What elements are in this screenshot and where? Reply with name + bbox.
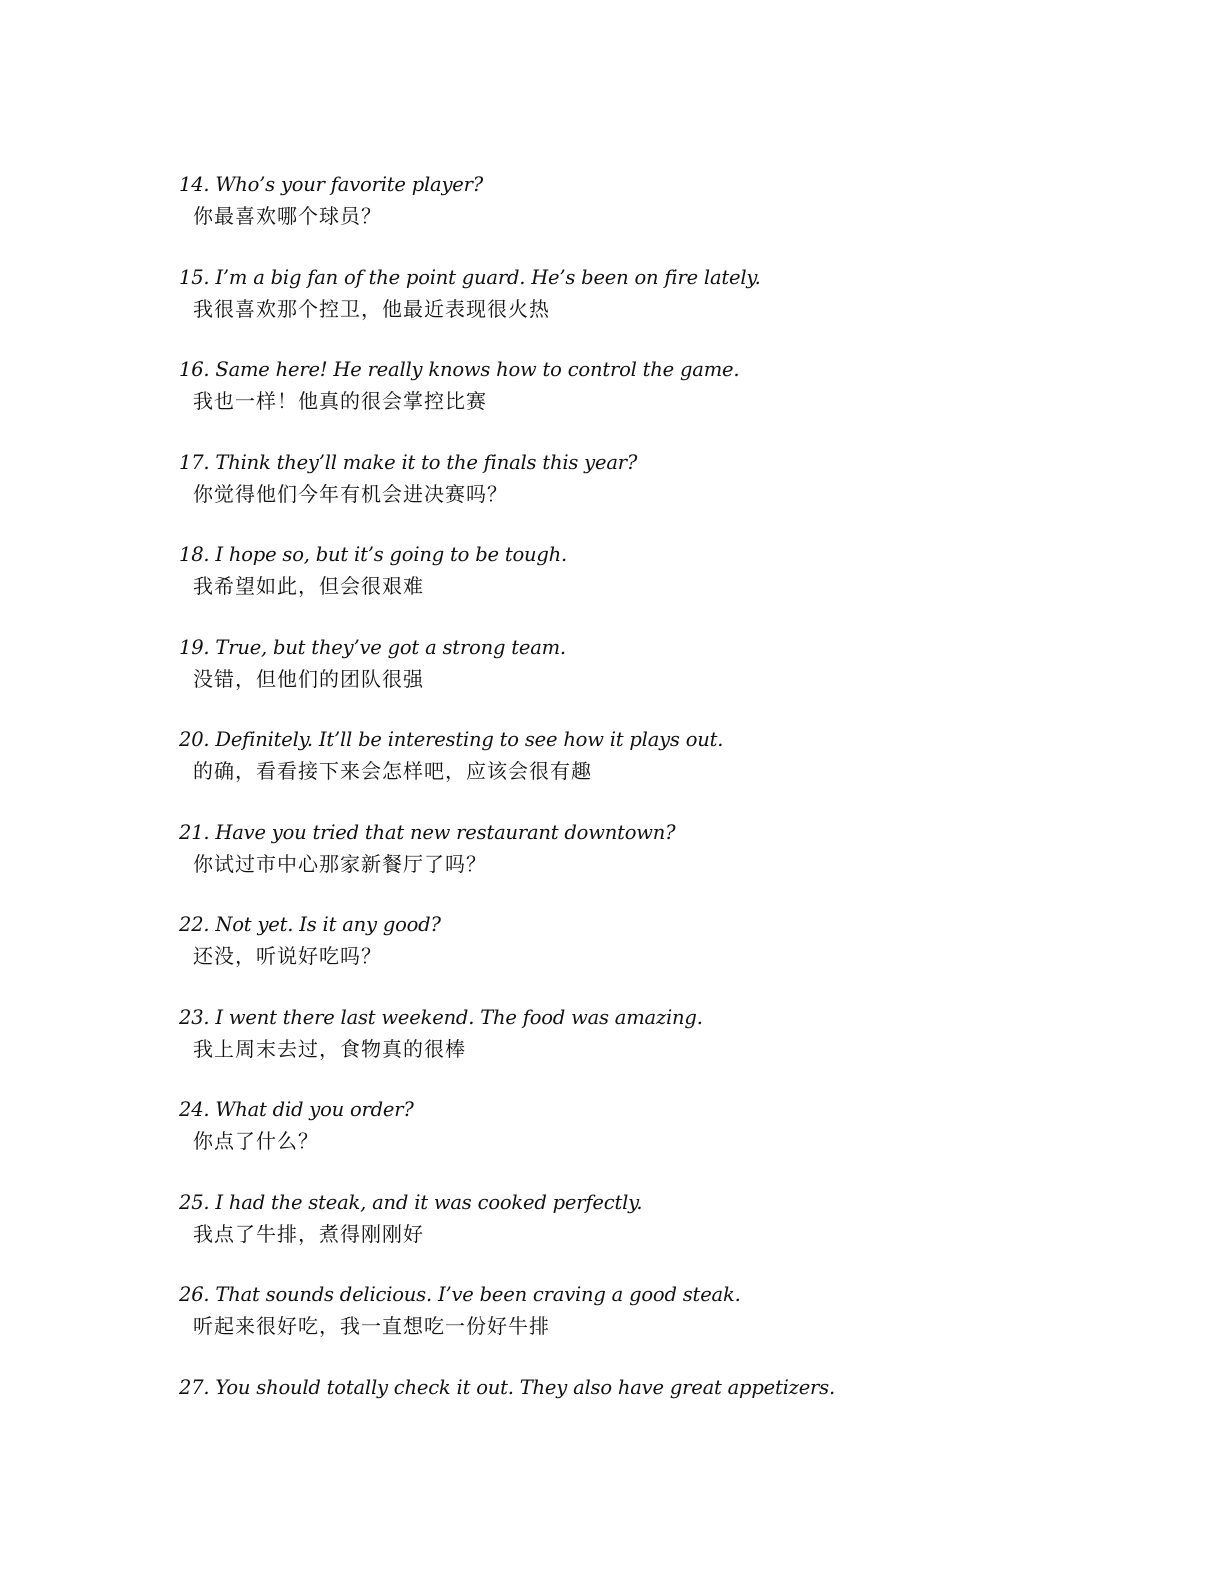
chinese-translation: 还没，听说好吃吗？	[193, 944, 382, 968]
chinese-translation: 听起来很好吃，我一直想吃一份好牛排	[193, 1314, 550, 1338]
english-sentence: 19. True, but they’ve got a strong team.	[179, 636, 566, 659]
english-sentence: 17. Think they’ll make it to the finals this year?	[179, 451, 638, 474]
english-sentence: 24. What did you order?	[179, 1098, 414, 1121]
dialogue-line-22	[179, 913, 1059, 969]
dialogue-line-20	[179, 728, 1059, 784]
dialogue-line-23	[179, 1006, 1059, 1062]
english-sentence: 26. That sounds delicious. I’ve been craving a good steak.	[179, 1283, 741, 1306]
dialogue-line-21	[179, 821, 1059, 877]
english-sentence: 27. You should totally check it out. They also have great appetizers.	[179, 1376, 835, 1399]
chinese-translation: 没错，但他们的团队很强	[193, 667, 424, 691]
chinese-translation: 我很喜欢那个控卫，他最近表现很火热	[193, 297, 550, 321]
chinese-translation: 你试过市中心那家新餐厅了吗？	[193, 852, 487, 876]
dialogue-line-16	[179, 358, 1059, 414]
chinese-translation: 你点了什么？	[193, 1129, 319, 1153]
english-sentence: 15. I’m a big fan of the point guard. He’s been on fire lately.	[179, 266, 761, 289]
chinese-translation: 的确，看看接下来会怎样吧，应该会很有趣	[193, 759, 592, 783]
english-sentence: 23. I went there last weekend. The food was amazing.	[179, 1006, 703, 1029]
chinese-translation: 我点了牛排，煮得刚刚好	[193, 1222, 424, 1246]
chinese-translation: 你觉得他们今年有机会进决赛吗？	[193, 482, 508, 506]
dialogue-line-26	[179, 1283, 1059, 1339]
dialogue-line-25	[179, 1191, 1059, 1247]
dialogue-line-24	[179, 1098, 1059, 1154]
english-sentence: 16. Same here! He really knows how to control the game.	[179, 358, 740, 381]
dialogue-line-14	[179, 173, 1059, 229]
dialogue-line-17	[179, 451, 1059, 507]
english-sentence: 22. Not yet. Is it any good?	[179, 913, 441, 936]
dialogue-line-19	[179, 636, 1059, 692]
chinese-translation: 我希望如此，但会很艰难	[193, 574, 424, 598]
english-sentence: 25. I had the steak, and it was cooked perfectly.	[179, 1191, 643, 1214]
chinese-translation: 我上周末去过，食物真的很棒	[193, 1037, 466, 1061]
english-sentence: 14. Who’s your favorite player?	[179, 173, 484, 196]
dialogue-line-15	[179, 266, 1059, 322]
english-sentence: 20. Definitely. It’ll be interesting to see how it plays out.	[179, 728, 724, 751]
english-sentence: 21. Have you tried that new restaurant downtown?	[179, 821, 676, 844]
dialogue-line-27	[179, 1376, 1059, 1400]
chinese-translation: 你最喜欢哪个球员？	[193, 204, 382, 228]
chinese-translation: 我也一样！他真的很会掌控比赛	[193, 389, 487, 413]
dialogue-line-18	[179, 543, 1059, 599]
english-sentence: 18. I hope so, but it’s going to be tough.	[179, 543, 567, 566]
